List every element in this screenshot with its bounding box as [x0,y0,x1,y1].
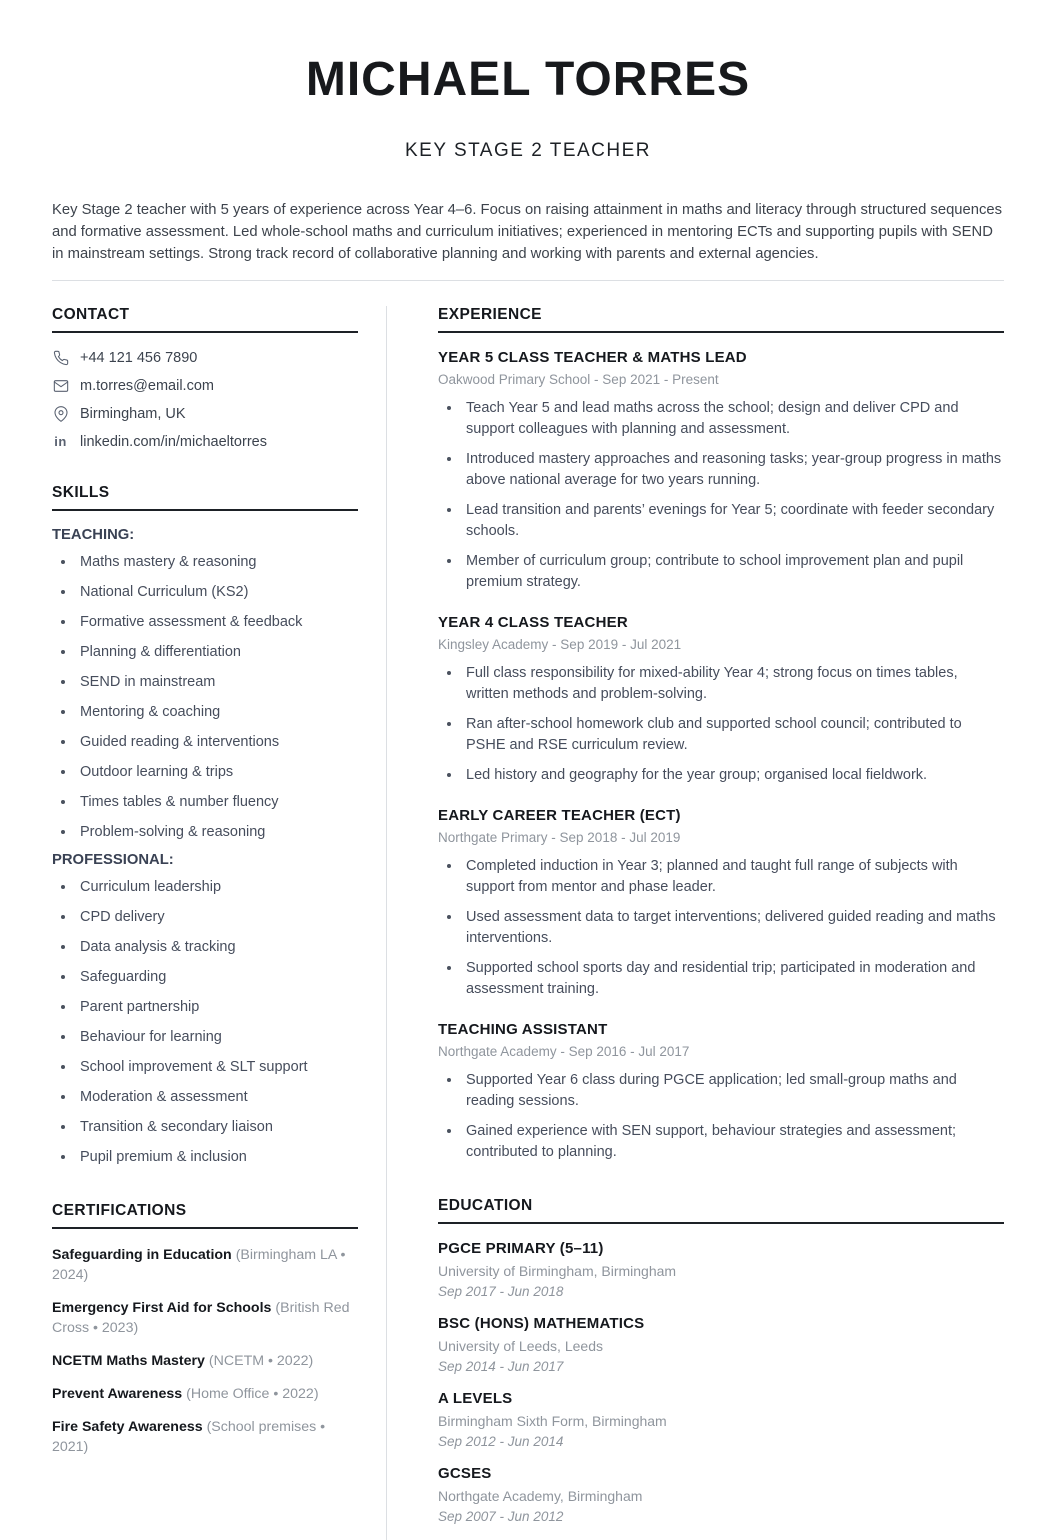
summary-text: Key Stage 2 teacher with 5 years of experience across Year 4–6. Focus on raising attainment in maths and literacy through structured sequences and formative assessment. Led whole-school maths and curriculum initiatives; experienced in mentoring ECTs and supporting pupils with SEND in mainstream settings. Strong track record of collaborative planning and working with parents and external agencies. [52,202,1003,262]
education-degree: BSC (HONS) MATHEMATICS [438,1315,645,1332]
certification-detail: (Home Office • 2022) [186,1386,319,1402]
contact-item-location [52,405,358,422]
education-section [438,1197,1004,1524]
job-entry [438,807,1004,1000]
certification-detail: (Birmingham LA • 2024) [52,1247,346,1283]
job-entry [438,1021,1004,1163]
skill-item: Times tables & number fluency [52,792,358,813]
skills-section [52,484,358,1168]
certification-detail: (School premises • 2021) [52,1419,326,1455]
candidate-name: MICHAEL TORRES [305,53,751,106]
job-bullets [438,398,1004,593]
skill-item: Safeguarding [52,967,358,988]
job-bullet: Led history and geography for the year group; organised local fieldwork. [438,765,1004,786]
education-school: Birmingham Sixth Form, Birmingham [438,1413,667,1429]
education-entry [438,1390,1004,1449]
contact-location-text: Birmingham, UK [80,405,186,422]
education-entry [438,1315,1004,1374]
skills-group-teaching [52,527,358,843]
job-meta: Northgate Primary - Sep 2018 - Jul 2019 [438,830,681,845]
job-bullet: Member of curriculum group; contribute to school improvement plan and pupil premium strategy. [438,551,1004,593]
job-bullet: Gained experience with SEN support, behaviour strategies and assessment; contributed to planning. [438,1121,1004,1163]
skill-item: Moderation & assessment [52,1087,358,1108]
section-heading-experience: EXPERIENCE [438,306,1004,333]
contact-item-email [52,377,358,394]
skill-item: Problem-solving & reasoning [52,822,358,843]
skill-item: Transition & secondary liaison [52,1117,358,1138]
left-column [52,306,358,1540]
job-bullet: Used assessment data to target interventions; delivered guided reading and maths interventions. [438,907,1004,949]
skill-item: Formative assessment & feedback [52,612,358,633]
education-dates: Sep 2007 - Jun 2012 [438,1509,564,1524]
education-degree: A LEVELS [438,1390,513,1407]
job-entry [438,614,1004,786]
section-heading-skills: SKILLS [52,484,358,511]
skill-item: Mentoring & coaching [52,702,358,723]
contact-item-linkedin [52,433,358,450]
candidate-job-title: KEY STAGE 2 TEACHER [404,140,652,161]
job-title: YEAR 4 CLASS TEACHER [438,614,628,631]
skill-item: Curriculum leadership [52,877,358,898]
contact-phone-text: +44 121 456 7890 [80,349,198,366]
job-bullets [438,856,1004,1000]
contact-linkedin-text: linkedin.com/in/michaeltorres [80,433,267,450]
skills-list-teaching [52,552,358,843]
section-heading-education: EDUCATION [438,1197,1004,1224]
section-heading-certifications: CERTIFICATIONS [52,1202,358,1229]
certification-name: NCETM Maths Mastery [52,1353,205,1369]
job-title: EARLY CAREER TEACHER (ECT) [438,807,681,824]
job-bullet: Supported school sports day and residential trip; participated in moderation and assessment training. [438,958,1004,1000]
contact-email-text: m.torres@email.com [80,377,214,394]
experience-section [438,306,1004,1163]
education-entry [438,1465,1004,1524]
email-icon [52,377,69,394]
certification-name: Prevent Awareness [52,1386,183,1402]
skill-item: Outdoor learning & trips [52,762,358,783]
skill-item: CPD delivery [52,907,358,928]
education-dates: Sep 2014 - Jun 2017 [438,1359,564,1374]
education-school: University of Leeds, Leeds [438,1338,603,1354]
job-meta: Kingsley Academy - Sep 2019 - Jul 2021 [438,637,682,652]
job-bullet: Completed induction in Year 3; planned and taught full range of subjects with support from mentor and phase leader. [438,856,1004,898]
job-meta: Oakwood Primary School - Sep 2021 - Present [438,372,719,387]
job-bullets [438,663,1004,786]
education-school: Northgate Academy, Birmingham [438,1488,643,1504]
certification-name: Fire Safety Awareness [52,1419,203,1435]
education-dates: Sep 2017 - Jun 2018 [438,1284,564,1299]
skill-item: Planning & differentiation [52,642,358,663]
skill-item: Behaviour for learning [52,1027,358,1048]
job-bullet: Ran after-school homework club and supported school council; contributed to PSHE and RSE curriculum review. [438,714,1004,756]
certification-item [52,1245,358,1285]
job-bullets [438,1070,1004,1163]
education-degree: GCSES [438,1465,492,1482]
skill-item: SEND in mainstream [52,672,358,693]
contact-item-phone [52,349,358,366]
certifications-section [52,1202,358,1457]
job-title: TEACHING ASSISTANT [438,1021,608,1038]
education-entry [438,1240,1004,1299]
columns-container [52,306,1004,1540]
location-icon [52,405,69,422]
skills-list-professional [52,877,358,1168]
job-meta: Northgate Academy - Sep 2016 - Jul 2017 [438,1044,690,1059]
skills-group-label: PROFESSIONAL: [52,852,174,868]
job-bullet: Teach Year 5 and lead maths across the school; design and deliver CPD and support colleagues with planning and assessment. [438,398,1004,440]
skill-item: Data analysis & tracking [52,937,358,958]
job-bullet: Introduced mastery approaches and reasoning tasks; year-group progress in maths above national average for two years running. [438,449,1004,491]
job-title: YEAR 5 CLASS TEACHER & MATHS LEAD [438,349,747,366]
skill-item: Guided reading & interventions [52,732,358,753]
skill-item: Pupil premium & inclusion [52,1147,358,1168]
skill-item: Parent partnership [52,997,358,1018]
certification-item [52,1384,358,1404]
skills-group-professional [52,852,358,1168]
skills-group-label: TEACHING: [52,527,135,543]
certification-detail: (British Red Cross • 2023) [52,1300,350,1336]
skill-item: National Curriculum (KS2) [52,582,358,603]
linkedin-icon: in [54,434,67,449]
job-bullet: Full class responsibility for mixed-ability Year 4; strong focus on times tables, written methods and problem-solving. [438,663,1004,705]
job-bullet: Lead transition and parents’ evenings for Year 5; coordinate with feeder secondary schools. [438,500,1004,542]
certification-item [52,1351,358,1371]
phone-icon [52,349,69,366]
skill-item: Maths mastery & reasoning [52,552,358,573]
education-degree: PGCE PRIMARY (5–11) [438,1240,604,1257]
section-heading-contact: CONTACT [52,306,358,333]
education-school: University of Birmingham, Birmingham [438,1263,677,1279]
certification-item [52,1298,358,1338]
certification-name: Safeguarding in Education [52,1247,232,1263]
summary-divider [52,280,1004,281]
contact-section [52,306,358,450]
job-entry [438,349,1004,593]
right-column [387,306,1004,1540]
certification-item [52,1417,358,1457]
skill-item: School improvement & SLT support [52,1057,358,1078]
certification-detail: (NCETM • 2022) [208,1353,314,1369]
certification-name: Emergency First Aid for Schools [52,1300,272,1316]
education-dates: Sep 2012 - Jun 2014 [438,1434,564,1449]
job-bullet: Supported Year 6 class during PGCE application; led small-group maths and reading sessions. [438,1070,1004,1112]
